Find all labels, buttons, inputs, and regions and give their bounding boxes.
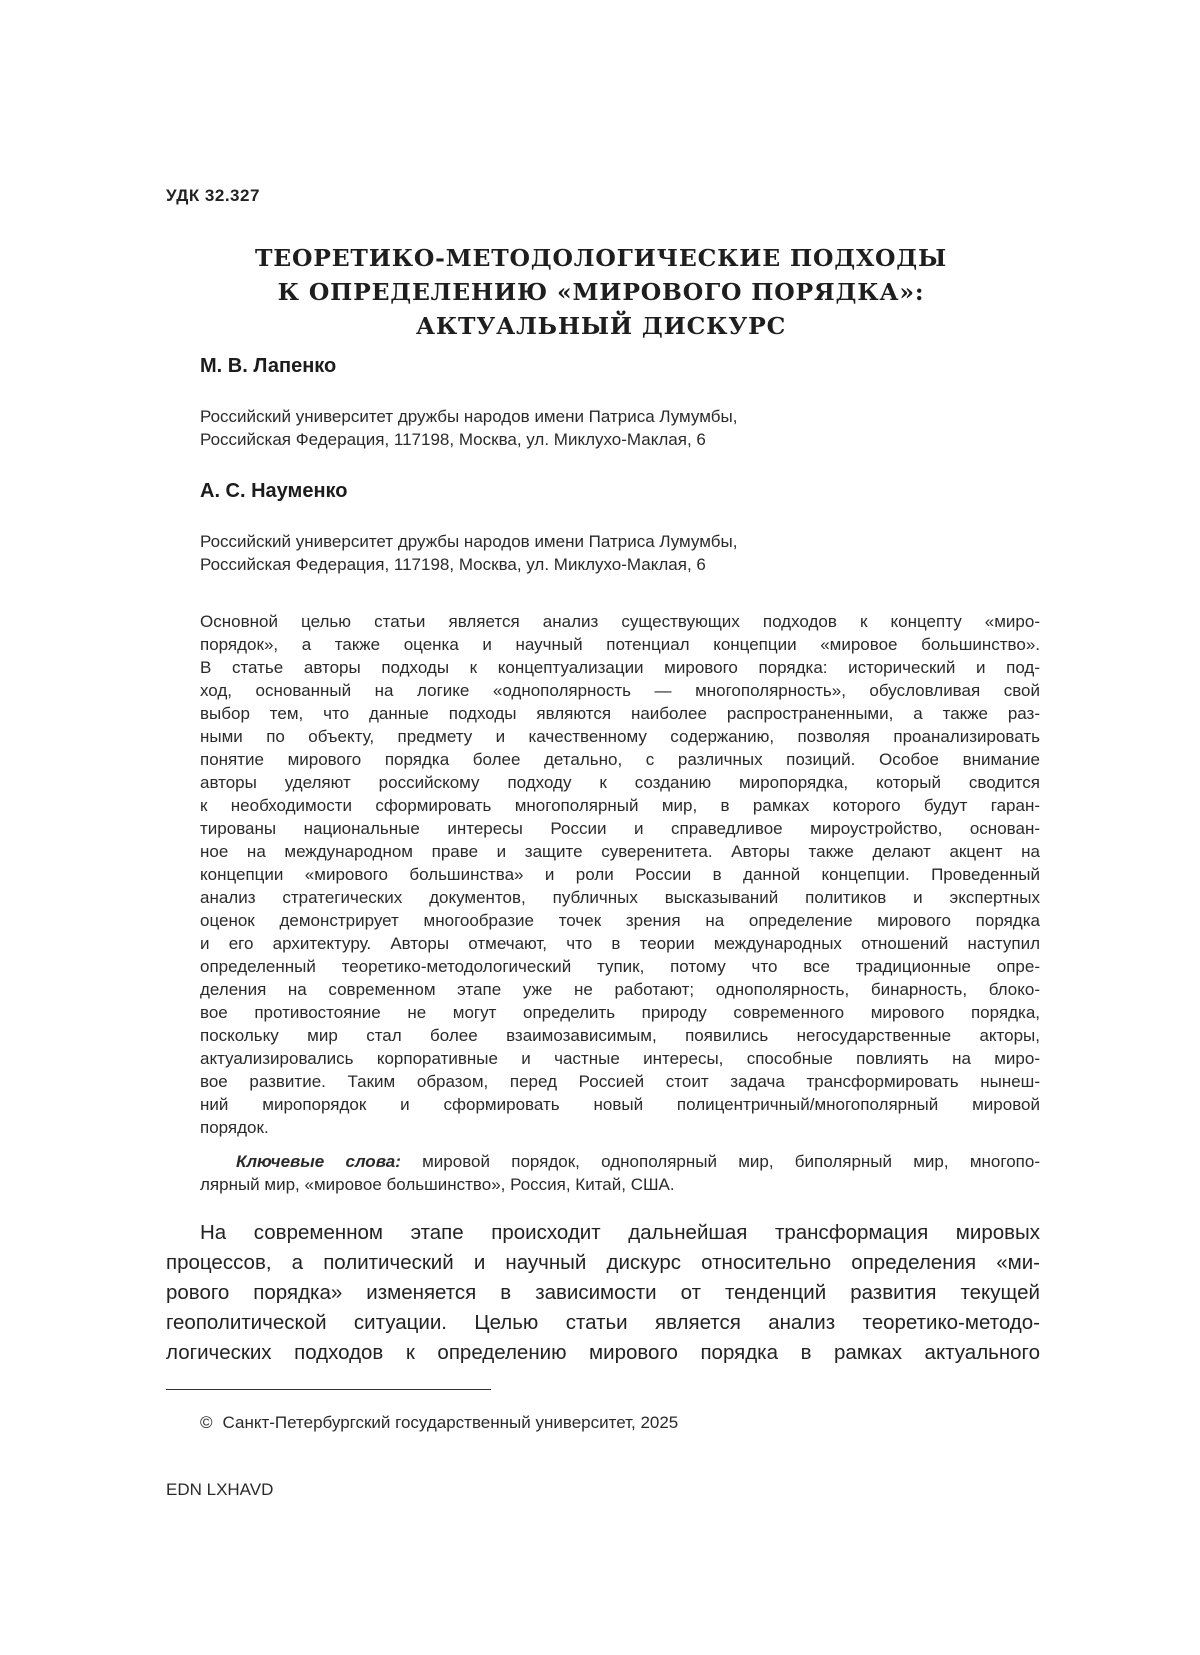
abstract-line: к необходимости сформировать многополярный мир, в рамках которого будут гаран-	[200, 796, 1040, 815]
abstract-line: ное на международном праве и защите суверенитета. Авторы также делают акцент на	[200, 842, 1040, 861]
body-line: геополитической ситуации. Целью статьи является анализ теоретико-методо-	[166, 1311, 1040, 1334]
abstract-line: определенный теоретико-методологический тупик, потому что все традиционные опре-	[200, 957, 1040, 976]
abstract-line: В статье авторы подходы к концептуализации мирового порядка: исторический и под-	[200, 658, 1040, 677]
body-line: рового порядка» изменяется в зависимости от тенденций развития текущей	[166, 1281, 1040, 1304]
abstract-line: ход, основанный на логике «однополярность — многополярность», обусловливая свой	[200, 681, 1040, 700]
abstract-line: тированы национальные интересы России и справедливое мироустройство, основан-	[200, 819, 1040, 838]
abstract-line: ний миропорядок и сформировать новый полицентричный/многополярный мировой	[200, 1095, 1040, 1114]
abstract-line: анализ стратегических документов, публичных высказываний политиков и экспертных	[200, 888, 1040, 907]
affiliation-line: Российская Федерация, 117198, Москва, ул. Миклухо-Маклая, 6	[200, 430, 706, 449]
abstract-line: вое противостояние не могут определить природу современного мирового порядка,	[200, 1003, 1040, 1022]
keywords-label: Ключевые слова:	[236, 1152, 401, 1171]
abstract-line: и его архитектуру. Авторы отмечают, что в теории международных отношений наступил	[200, 934, 1040, 953]
abstract-line: деления на современном этапе уже не работают; однополярность, бинарность, блоко-	[200, 980, 1040, 999]
abstract-line: понятие мирового порядка более детально, с различных позиций. Особое внимание	[200, 750, 1040, 769]
abstract-line: ными по объекту, предмету и качественному содержанию, позволяя проанализировать	[200, 727, 1040, 746]
copyright-text: Санкт-Петербургский государственный университет, 2025	[222, 1413, 679, 1432]
body-line: логических подходов к определению мирового порядка в рамках актуального	[166, 1341, 1040, 1364]
body-line: На современном этапе происходит дальнейшая трансформация мировых	[200, 1221, 1040, 1244]
abstract-line: поскольку мир стал более взаимозависимым, появились негосударственные акторы,	[200, 1026, 1040, 1045]
keywords-line: лярный мир, «мировое большинство», Россия, Китай, США.	[200, 1175, 675, 1194]
affiliation-line: Российский университет дружбы народов имени Патриса Лумумбы,	[200, 407, 738, 426]
title-line: ТЕОРЕТИКО-МЕТОДОЛОГИЧЕСКИЕ ПОДХОДЫ	[254, 244, 947, 272]
author-name: М. В. Лапенко	[200, 355, 337, 377]
abstract	[200, 610, 1040, 1139]
abstract-line: порядок.	[200, 1118, 269, 1137]
author-affiliation	[200, 530, 737, 576]
keywords	[200, 1150, 1040, 1196]
article-title	[166, 241, 1036, 343]
author-affiliation	[200, 405, 737, 451]
keywords-line	[200, 1150, 1040, 1173]
abstract-line: авторы уделяют российскому подходу к созданию миропорядка, который сводится	[200, 773, 1040, 792]
abstract-line: порядок», а также оценка и научный потенциал концепции «мировое большинство».	[200, 635, 1040, 654]
affiliation-line: Российский университет дружбы народов имени Патриса Лумумбы,	[200, 532, 738, 551]
copyright-symbol: ©	[200, 1413, 213, 1432]
abstract-line: вое развитие. Таким образом, перед Россией стоит задача трансформировать нынеш-	[200, 1072, 1040, 1091]
udk-code: УДК 32.327	[166, 186, 260, 205]
title-line: К ОПРЕДЕЛЕНИЮ «МИРОВОГО ПОРЯДКА»:	[277, 278, 925, 306]
abstract-line: оценок демонстрирует многообразие точек зрения на определение мирового порядка	[200, 911, 1040, 930]
affiliation-line: Российская Федерация, 117198, Москва, ул. Миклухо-Маклая, 6	[200, 555, 706, 574]
body-text	[166, 1218, 1040, 1368]
title-line: АКТУАЛЬНЫЙ ДИСКУРС	[415, 312, 787, 340]
abstract-line: Основной целью статьи является анализ существующих подходов к концепту «миро-	[200, 612, 1040, 631]
abstract-line: выбор тем, что данные подходы являются наиболее распространенными, а также раз-	[200, 704, 1040, 723]
body-line: процессов, а политический и научный дискурс относительно определения «ми-	[166, 1251, 1040, 1274]
footnote-divider	[166, 1389, 491, 1390]
keywords-text: мировой порядок, однополярный мир, биполярный мир, многопо-	[422, 1152, 1040, 1171]
author-name: А. С. Науменко	[200, 480, 348, 502]
edn-code: EDN LXHAVD	[166, 1480, 274, 1499]
abstract-line: актуализировались корпоративные и частные интересы, способные повлиять на миро-	[200, 1049, 1040, 1068]
abstract-line: концепции «мирового большинства» и роли России в данной концепции. Проведенный	[200, 865, 1040, 884]
copyright-footnote	[200, 1413, 678, 1433]
